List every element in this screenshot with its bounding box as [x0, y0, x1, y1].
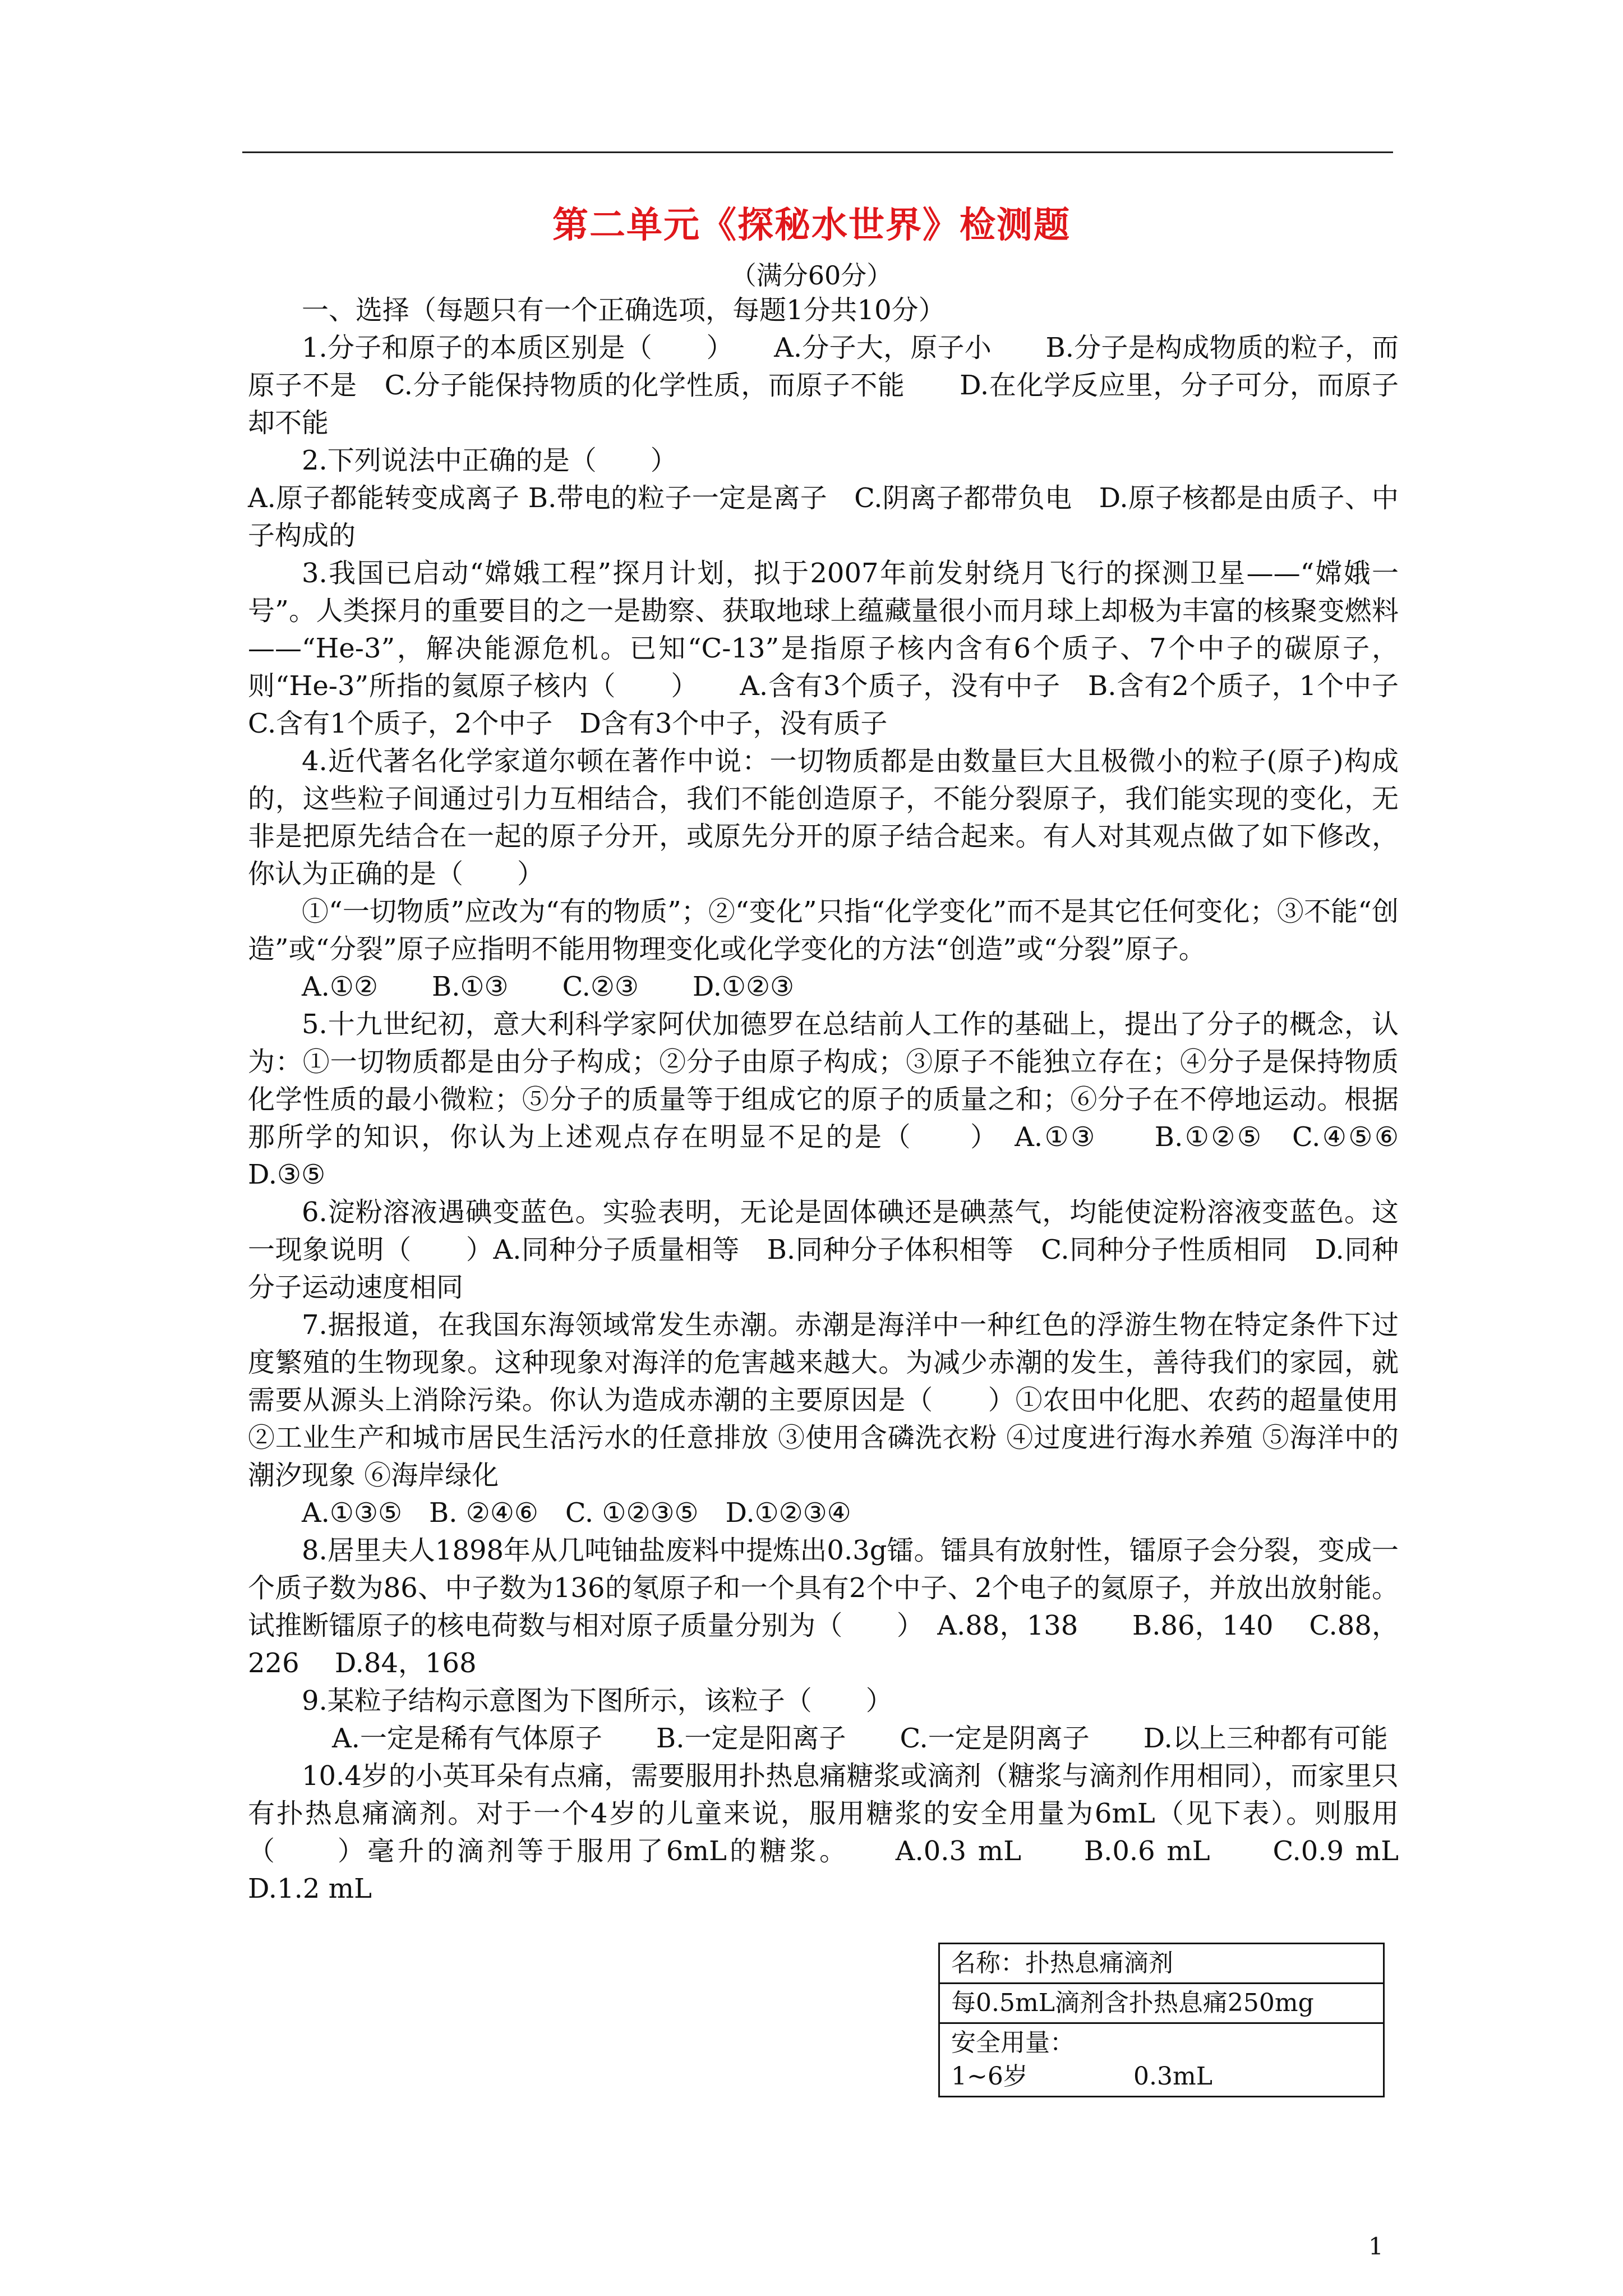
label-age: 1~6岁 — [951, 2062, 1028, 2091]
question-4-modifications: ①“一切物质”应改为“有的物质”；②“变化”只指“化学变化”而不是其它任何变化；③不能“创造”或“分裂”原子应指明不能用物理变化或化学变化的方法“创造”或“分裂”原子。 — [248, 896, 1399, 965]
section-heading: 一、选择（每题只有一个正确选项，每题1分共10分） — [302, 295, 946, 326]
question-7: 7.据报道，在我国东海领域常发生赤潮。赤潮是海洋中一种红色的浮游生物在特定条件下过度繁殖的生物现象。这种现象对海洋的危害越来越大。为减少赤潮的发生，善待我们的家园，就需要从源头上消除污染。你认为造成赤潮的主要原因是（ ）①农田中化肥、农药的超量使用 ②工业生产和城市居民生活污水的任意排放 ③使用含磷洗衣粉 ④过度进行海水养殖 ⑤海洋中的潮汐现象 ⑥海岸绿化 — [248, 1309, 1399, 1491]
label-dose: 0.3mL — [1133, 2062, 1212, 2091]
page-title: 第二单元《探秘水世界》检测题 — [552, 204, 1071, 246]
label-name-row: 名称：扑热息痛滴剂 — [940, 1944, 1383, 1984]
label-dose-line — [951, 2060, 1372, 2093]
label-content-row: 每0.5mL滴剂含扑热息痛250mg — [940, 1984, 1383, 2024]
question-5: 5.十九世纪初，意大利科学家阿伏加德罗在总结前人工作的基础上，提出了分子的概念，认为：①一切物质都是由分子构成；②分子由原子构成；③原子不能独立存在；④分子是保持物质化学性质的最小微粒；⑤分子的质量等于组成它的原子的质量之和；⑥分子在不停地运动。根据那所学的知识，你认为上述观点存在明显不足的是（ ） A.①③ B.①②⑤ C.④⑤⑥ D.③⑤ — [248, 1009, 1453, 1190]
question-9-options: A.一定是稀有气体原子 B.一定是阳离子 C.一定是阴离子 D.以上三种都有可能 — [332, 1723, 1388, 1754]
question-8: 8.居里夫人1898年从几吨铀盐废料中提炼出0.3g镭。镭具有放射性，镭原子会分裂，变成一个质子数为86、中子数为136的氡原子和一个具有2个中子、2个电子的氦原子，并放出放射能。试推断镭原子的核电荷数与相对原子质量分别为（ ） A.88，138 B.86，140 C.88，226 D.84，168 — [248, 1535, 1399, 1679]
label-safe-dose-row — [940, 2024, 1383, 2096]
question-1: 1.分子和原子的本质区别是（ ） A.分子大，原子小 B.分子是构成物质的粒子，而原子不是 C.分子能保持物质的化学性质，而原子不能 D.在化学反应里，分子可分，而原子却不能 — [248, 332, 1399, 439]
page-subtitle: （满分60分） — [730, 260, 893, 291]
question-3: 3.我国已启动“嫦娥工程”探月计划，拟于2007年前发射绕月飞行的探测卫星——“嫦娥一号”。人类探月的重要目的之一是勘察、获取地球上蕴藏量很小而月球上却极为丰富的核聚变燃料——“He-3”，解决能源危机。已知“C-13”是指原子核内含有6个质子、7个中子的碳原子，则“He-3”所指的氦原子核内（ ） A.含有3个质子，没有中子 B.含有2个质子，1个中子 C.含有1个质子，2个中子 D含有3个中子，没有质子 — [248, 558, 1453, 739]
question-2-stem: 2.下列说法中正确的是（ ） — [302, 445, 677, 476]
question-4-options: A.①② B.①③ C.②③ D.①②③ — [302, 971, 795, 1002]
label-safe-title: 安全用量： — [951, 2028, 1075, 2057]
header-rule — [242, 151, 1393, 153]
question-9-stem: 9.某粒子结构示意图为下图所示，该粒子（ ） — [302, 1685, 893, 1717]
question-10: 10.4岁的小英耳朵有点痛，需要服用扑热息痛糖浆或滴剂（糖浆与滴剂作用相同），而家里只有扑热息痛滴剂。对于一个4岁的儿童来说，服用糖浆的安全用量为6mL（见下表）。则服用（ ）毫升的滴剂等于服用了6mL的糖浆。 A.0.3 mL B.0.6 mL C.0.9 mL D.1.2 mL — [248, 1760, 1453, 1904]
question-2-options: A.原子都能转变成离子 B.带电的粒子一定是离子 C.阴离子都带负电 D.原子核都是由质子、中子构成的 — [248, 482, 1399, 551]
question-7-options: A.①③⑤ B. ②④⑥ C. ①②③⑤ D.①②③④ — [302, 1497, 851, 1529]
question-6: 6.淀粉溶液遇碘变蓝色。实验表明，无论是固体碘还是碘蒸气，均能使淀粉溶液变蓝色。这一现象说明（ ）A.同种分子质量相等 B.同种分子体积相等 C.同种分子性质相同 D.同种分子运动速度相同 — [248, 1197, 1399, 1303]
question-4: 4.近代著名化学家道尔顿在著作中说：一切物质都是由数量巨大且极微小的粒子(原子)构成的，这些粒子间通过引力互相结合，我们不能创造原子，不能分裂原子，我们能实现的变化，无非是把原先结合在一起的原子分开，或原先分开的原子结合起来。有人对其观点做了如下修改，你认为正确的是（ ） — [248, 746, 1399, 890]
page-number: 1 — [1368, 2233, 1384, 2260]
medicine-label-table — [938, 1943, 1385, 2097]
question-body — [248, 292, 1453, 1908]
